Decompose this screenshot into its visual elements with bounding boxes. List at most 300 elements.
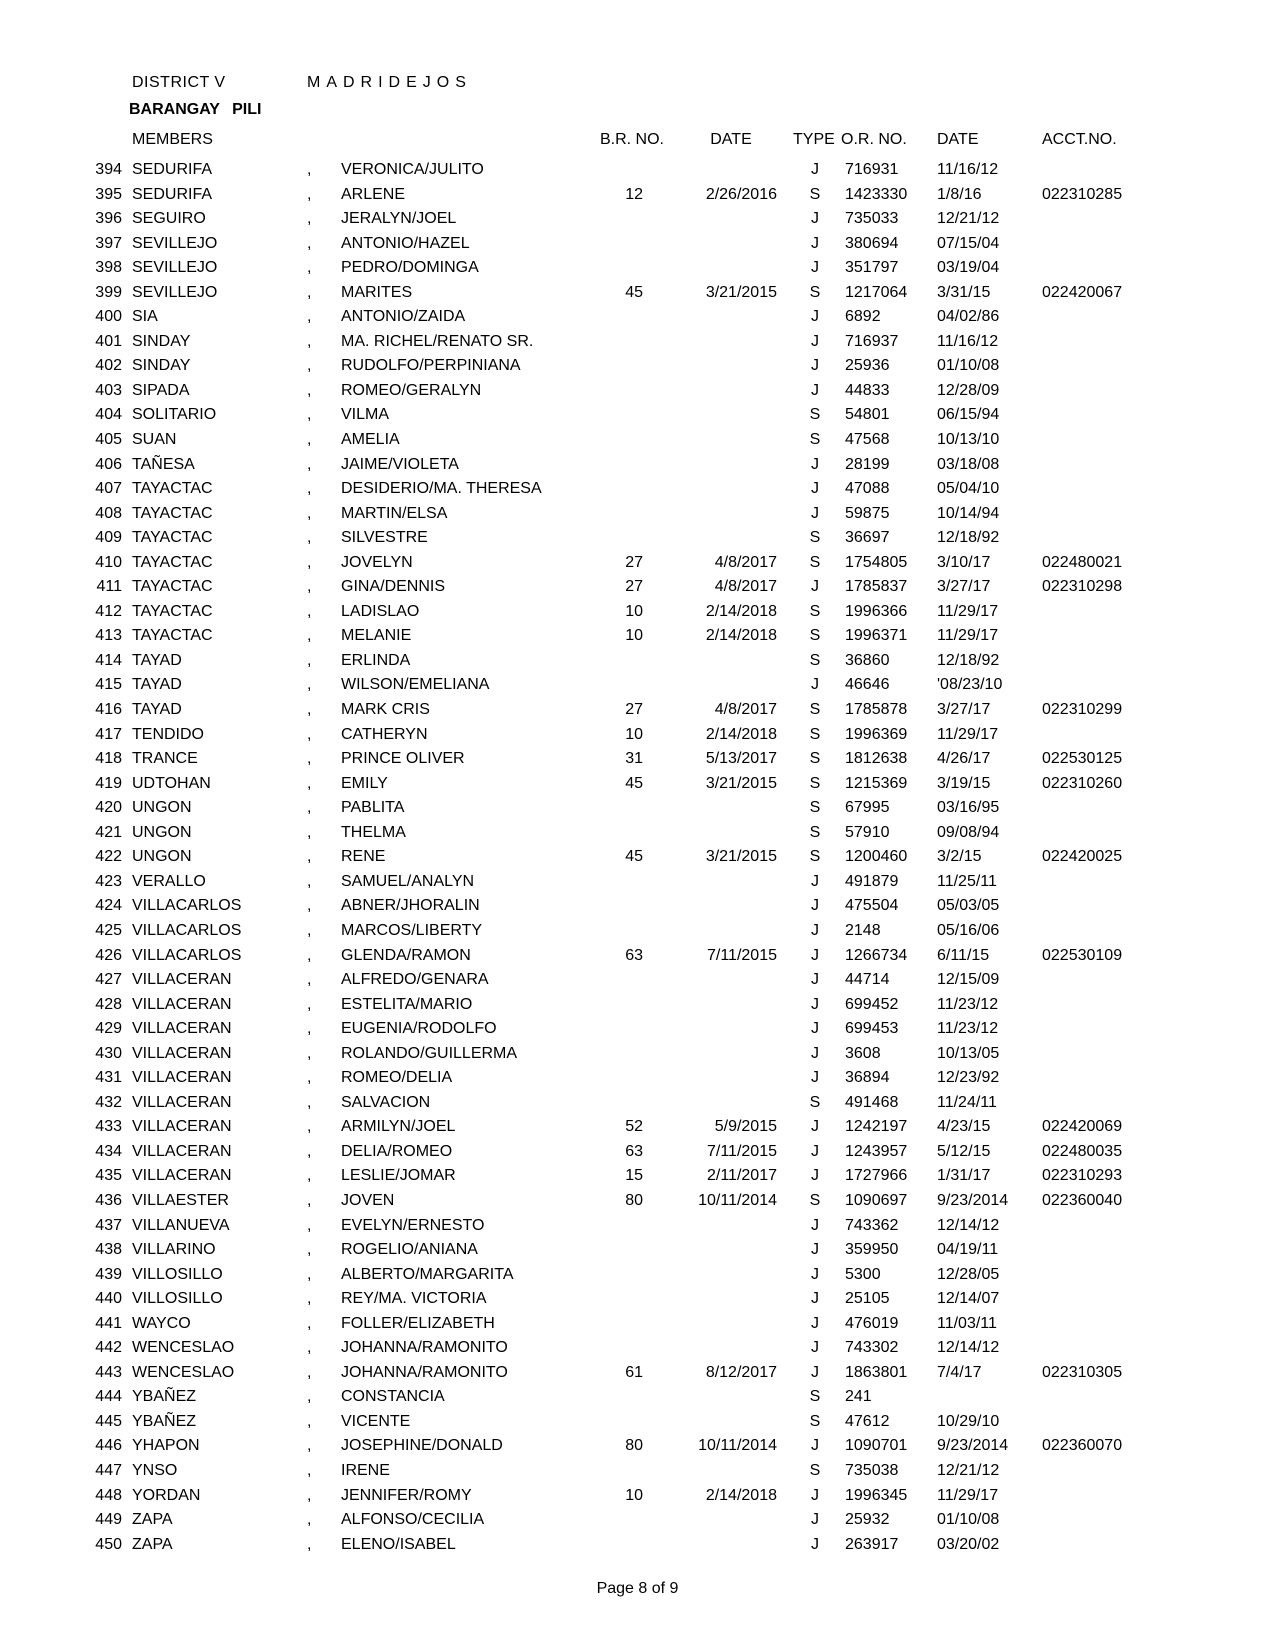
member-given-names: PEDRO/DOMINGA (341, 259, 479, 277)
table-row (0, 993, 1275, 1018)
member-or-no: 476019 (845, 1314, 899, 1332)
table-row (0, 870, 1275, 895)
member-comma: , (307, 578, 312, 596)
member-surname: VILLACERAN (132, 1069, 232, 1087)
member-type: J (811, 578, 819, 596)
member-comma: , (307, 406, 312, 424)
member-type: J (811, 1535, 819, 1553)
member-surname: UDTOHAN (132, 774, 211, 792)
member-given-names: SAMUEL/ANALYN (341, 872, 475, 890)
member-surname: SINDAY (132, 332, 191, 350)
member-given-names: ERLINDA (341, 651, 411, 669)
table-row (0, 281, 1275, 306)
member-or-no: 25932 (845, 1511, 890, 1529)
member-no: 442 (95, 1339, 122, 1357)
member-given-names: SALVACION (341, 1093, 431, 1111)
member-surname: SINDAY (132, 357, 191, 375)
member-no: 450 (95, 1535, 122, 1553)
member-no: 405 (95, 431, 122, 449)
member-given-names: VILMA (341, 406, 390, 424)
table-row (0, 624, 1275, 649)
member-surname: UNGON (132, 799, 192, 817)
member-or-date: 3/27/17 (937, 578, 991, 596)
member-or-no: 1090701 (845, 1437, 908, 1455)
member-surname: ZAPA (132, 1535, 173, 1553)
member-or-date: 11/29/17 (937, 602, 999, 620)
member-or-date: 12/18/92 (937, 529, 1000, 547)
member-type: S (809, 602, 821, 620)
member-or-date: 06/15/94 (937, 406, 1000, 424)
member-given-names: MA. RICHEL/RENATO SR. (341, 332, 534, 350)
member-comma: , (307, 995, 312, 1013)
member-type: J (811, 1486, 819, 1504)
member-surname: SUAN (132, 431, 177, 449)
table-row (0, 649, 1275, 674)
member-or-no: 44833 (845, 381, 890, 399)
member-or-no: 5300 (845, 1265, 881, 1283)
member-comma: , (307, 872, 312, 890)
member-or-no: 1996371 (845, 627, 908, 645)
member-surname: VILLACERAN (132, 971, 232, 989)
member-comma: , (307, 897, 312, 915)
member-surname: SEVILLEJO (132, 283, 218, 301)
table-row (0, 1361, 1275, 1386)
member-comma: , (307, 455, 312, 473)
table-row (0, 1189, 1275, 1214)
table-row (0, 1312, 1275, 1337)
member-or-no: 36697 (845, 529, 890, 547)
member-or-date: 9/23/2014 (937, 1191, 1009, 1209)
member-given-names: CONSTANCIA (341, 1388, 445, 1406)
member-or-date: 11/29/17 (937, 627, 999, 645)
member-br-date: 10/11/2014 (698, 1191, 777, 1209)
member-br-no: 27 (625, 553, 643, 571)
member-comma: , (307, 1044, 312, 1062)
member-or-date: 4/23/15 (937, 1118, 991, 1136)
table-row (0, 379, 1275, 404)
member-given-names: JENNIFER/ROMY (341, 1486, 472, 1504)
table-row (0, 894, 1275, 919)
member-type: S (809, 431, 821, 449)
member-surname: SEGUIRO (132, 210, 206, 228)
member-br-no: 45 (625, 848, 643, 866)
member-surname: SIA (132, 308, 158, 326)
member-given-names: JERALYN/JOEL (341, 210, 457, 228)
member-br-date: 7/11/2015 (707, 1142, 777, 1160)
member-no: 397 (95, 234, 122, 252)
member-or-date: 10/29/10 (937, 1412, 1000, 1430)
member-type: J (811, 1044, 819, 1062)
member-or-no: 380694 (845, 234, 899, 252)
member-given-names: DESIDERIO/MA. THERESA (341, 480, 542, 498)
member-no: 435 (95, 1167, 122, 1185)
member-type: J (811, 1363, 819, 1381)
page-number: Page 8 of 9 (596, 1580, 679, 1597)
member-given-names: VERONICA/JULITO (341, 161, 484, 178)
member-or-date: 1/8/16 (937, 185, 982, 203)
member-given-names: REY/MA. VICTORIA (341, 1290, 487, 1308)
table-row (0, 1459, 1275, 1484)
member-type: S (809, 529, 821, 547)
member-or-date: 3/10/17 (937, 553, 991, 571)
member-or-date: 12/28/05 (937, 1265, 1000, 1283)
member-or-date: 07/15/04 (937, 234, 1000, 252)
member-comma: , (307, 381, 312, 399)
member-no: 443 (95, 1363, 122, 1381)
member-surname: TENDIDO (132, 725, 204, 743)
member-type: S (809, 848, 821, 866)
member-comma: , (307, 161, 312, 178)
member-given-names: ELENO/ISABEL (341, 1535, 456, 1553)
member-or-no: 1215369 (845, 774, 908, 792)
member-no: 431 (95, 1069, 122, 1087)
member-or-date: '08/23/10 (937, 676, 1003, 694)
member-given-names: LESLIE/JOMAR (341, 1167, 456, 1185)
member-type: S (809, 1461, 821, 1479)
member-given-names: VICENTE (341, 1412, 411, 1430)
member-or-date: 04/19/11 (937, 1241, 999, 1259)
member-br-date: 7/11/2015 (707, 946, 777, 964)
member-comma: , (307, 1118, 312, 1136)
member-no: 422 (95, 848, 122, 866)
table-row (0, 158, 1275, 183)
member-or-no: 57910 (845, 823, 890, 841)
table-row (0, 821, 1275, 846)
member-no: 433 (95, 1118, 122, 1136)
member-br-no: 10 (625, 627, 643, 645)
member-or-no: 46646 (845, 676, 890, 694)
table-row (0, 723, 1275, 748)
member-or-date: 03/18/08 (937, 455, 1000, 473)
member-or-date: 12/23/92 (937, 1069, 1000, 1087)
member-or-date: 11/29/17 (937, 725, 999, 743)
member-comma: , (307, 921, 312, 939)
member-type: J (811, 234, 819, 252)
member-type: J (811, 1069, 819, 1087)
member-or-no: 54801 (845, 406, 890, 424)
member-no: 421 (95, 823, 122, 841)
member-br-date: 5/9/2015 (714, 1118, 777, 1136)
member-comma: , (307, 210, 312, 228)
member-comma: , (307, 1486, 312, 1504)
member-surname: VILLOSILLO (132, 1265, 223, 1283)
member-type: S (809, 750, 821, 768)
member-br-date: 2/11/2017 (707, 1167, 777, 1185)
member-br-no: 12 (625, 185, 643, 203)
member-given-names: EVELYN/ERNESTO (341, 1216, 485, 1234)
table-row (0, 330, 1275, 355)
member-or-date: 3/19/15 (937, 774, 991, 792)
member-type: S (809, 725, 821, 743)
member-br-no: 27 (625, 701, 643, 719)
member-given-names: GLENDA/RAMON (341, 946, 471, 964)
member-comma: , (307, 1339, 312, 1357)
member-surname: TAYACTAC (132, 504, 213, 522)
member-given-names: ARLENE (341, 185, 406, 203)
member-given-names: ALFONSO/CECILIA (341, 1511, 485, 1529)
member-comma: , (307, 1191, 312, 1209)
member-given-names: CATHERYN (341, 725, 428, 743)
member-given-names: ALFREDO/GENARA (341, 971, 489, 989)
member-or-no: 3608 (845, 1044, 881, 1062)
member-type: S (809, 283, 821, 301)
table-row (0, 1410, 1275, 1435)
member-type: S (809, 406, 821, 424)
member-type: S (809, 553, 821, 571)
member-comma: , (307, 504, 312, 522)
member-or-no: 28199 (845, 455, 890, 473)
member-acct-no: 022530109 (1042, 946, 1123, 964)
member-comma: , (307, 1363, 312, 1381)
member-or-date: 12/14/12 (937, 1216, 1000, 1234)
table-row (0, 772, 1275, 797)
member-comma: , (307, 1290, 312, 1308)
member-or-date: 3/31/15 (937, 283, 991, 301)
member-given-names: MARITES (341, 283, 413, 301)
member-comma: , (307, 1216, 312, 1234)
member-comma: , (307, 971, 312, 989)
member-surname: YBAÑEZ (132, 1412, 197, 1430)
member-br-date: 2/14/2018 (705, 627, 777, 645)
member-surname: VILLACERAN (132, 1118, 232, 1136)
member-type: J (811, 161, 819, 178)
barangay-title: BARANGAY PILI (129, 101, 262, 118)
member-br-date: 2/14/2018 (705, 602, 777, 620)
member-no: 424 (95, 897, 122, 915)
member-no: 420 (95, 799, 122, 817)
member-acct-no: 022420025 (1042, 848, 1123, 866)
member-or-date: 10/13/05 (937, 1044, 1000, 1062)
member-acct-no: 022420069 (1042, 1118, 1123, 1136)
member-given-names: ROGELIO/ANIANA (341, 1241, 478, 1259)
member-no: 402 (95, 357, 122, 375)
member-comma: , (307, 651, 312, 669)
member-comma: , (307, 1020, 312, 1038)
table-row (0, 1115, 1275, 1140)
member-or-date: 11/16/12 (937, 332, 999, 350)
member-no: 429 (95, 1020, 122, 1038)
table-row (0, 1508, 1275, 1533)
member-no: 407 (95, 480, 122, 498)
member-surname: SEVILLEJO (132, 259, 218, 277)
member-comma: , (307, 799, 312, 817)
member-surname: SEDURIFA (132, 185, 213, 203)
member-br-no: 45 (625, 774, 643, 792)
member-given-names: LADISLAO (341, 602, 420, 620)
member-no: 409 (95, 529, 122, 547)
table-row (0, 207, 1275, 232)
member-or-date: 7/4/17 (937, 1363, 982, 1381)
member-comma: , (307, 676, 312, 694)
table-row (0, 1017, 1275, 1042)
member-or-no: 1266734 (845, 946, 908, 964)
member-given-names: ALBERTO/MARGARITA (341, 1265, 514, 1283)
member-br-no: 45 (625, 283, 643, 301)
member-or-date: 03/16/95 (937, 799, 1000, 817)
member-or-date: 05/03/05 (937, 897, 1000, 915)
member-no: 396 (95, 210, 122, 228)
member-no: 434 (95, 1142, 122, 1160)
member-br-no: 10 (625, 602, 643, 620)
member-or-date: 6/11/15 (937, 946, 990, 964)
member-acct-no: 022310298 (1042, 578, 1123, 596)
member-acct-no: 022360040 (1042, 1191, 1123, 1209)
member-or-no: 735033 (845, 210, 899, 228)
table-row (0, 526, 1275, 551)
table-row (0, 1091, 1275, 1116)
member-or-no: 1727966 (845, 1167, 908, 1185)
member-surname: VILLACARLOS (132, 897, 242, 915)
member-comma: , (307, 234, 312, 252)
member-or-no: 6892 (845, 308, 881, 326)
member-surname: YBAÑEZ (132, 1388, 197, 1406)
table-row (0, 747, 1275, 772)
member-comma: , (307, 1142, 312, 1160)
member-given-names: EUGENIA/RODOLFO (341, 1020, 497, 1038)
member-type: J (811, 676, 819, 694)
member-no: 430 (95, 1044, 122, 1062)
member-acct-no: 022310305 (1042, 1363, 1123, 1381)
member-no: 436 (95, 1191, 122, 1209)
member-or-date: 09/08/94 (937, 823, 1000, 841)
member-surname: TAYACTAC (132, 627, 213, 645)
table-row (0, 1238, 1275, 1263)
member-comma: , (307, 725, 312, 743)
member-given-names: THELMA (341, 823, 406, 841)
member-no: 426 (95, 946, 122, 964)
member-surname: VILLARINO (132, 1241, 216, 1259)
table-row (0, 796, 1275, 821)
member-comma: , (307, 823, 312, 841)
member-acct-no: 022480035 (1042, 1142, 1123, 1160)
member-given-names: JOVELYN (341, 553, 413, 571)
table-row (0, 256, 1275, 281)
member-given-names: ESTELITA/MARIO (341, 995, 473, 1013)
member-surname: YORDAN (132, 1486, 201, 1504)
member-br-date: 5/13/2017 (705, 750, 777, 768)
table-row (0, 1263, 1275, 1288)
member-type: J (811, 1241, 819, 1259)
member-comma: , (307, 750, 312, 768)
member-br-date: 3/21/2015 (705, 848, 777, 866)
member-comma: , (307, 1461, 312, 1479)
member-surname: VILLACERAN (132, 1044, 232, 1062)
member-comma: , (307, 1412, 312, 1430)
member-comma: , (307, 1535, 312, 1553)
member-acct-no: 022420067 (1042, 283, 1123, 301)
member-comma: , (307, 529, 312, 547)
member-given-names: WILSON/EMELIANA (341, 676, 490, 694)
member-given-names: ROLANDO/GUILLERMA (341, 1044, 518, 1062)
table-row (0, 1484, 1275, 1509)
member-comma: , (307, 1388, 312, 1406)
member-type: J (811, 1314, 819, 1332)
member-or-date: 11/29/17 (937, 1486, 999, 1504)
member-or-date: 01/10/08 (937, 357, 1000, 375)
member-type: J (811, 259, 819, 277)
member-comma: , (307, 701, 312, 719)
member-surname: VERALLO (132, 872, 206, 890)
municipality-name: MADRIDEJOS (307, 74, 472, 91)
member-br-no: 15 (625, 1167, 643, 1185)
member-no: 410 (95, 553, 122, 571)
table-row (0, 1042, 1275, 1067)
member-br-date: 8/12/2017 (705, 1363, 777, 1381)
member-or-no: 716937 (845, 332, 899, 350)
member-type: J (811, 946, 819, 964)
member-type: S (809, 1191, 821, 1209)
member-type: J (811, 1290, 819, 1308)
member-surname: VILLAESTER (132, 1191, 229, 1209)
table-row (0, 1336, 1275, 1361)
member-or-date: 11/16/12 (937, 161, 999, 178)
column-header-members: MEMBERS (132, 131, 213, 148)
member-no: 398 (95, 259, 122, 277)
member-or-date: 10/14/94 (937, 504, 1000, 522)
member-type: J (811, 210, 819, 228)
member-type: J (811, 308, 819, 326)
member-no: 416 (95, 701, 122, 719)
member-surname: SEDURIFA (132, 161, 213, 178)
member-surname: VILLACERAN (132, 995, 232, 1013)
member-no: 437 (95, 1216, 122, 1234)
member-given-names: ROMEO/GERALYN (341, 381, 482, 399)
table-row (0, 1385, 1275, 1410)
member-or-no: 2148 (845, 921, 881, 939)
member-given-names: DELIA/ROMEO (341, 1142, 453, 1160)
member-comma: , (307, 480, 312, 498)
member-or-date: 11/03/11 (937, 1314, 997, 1332)
member-no: 439 (95, 1265, 122, 1283)
member-or-no: 699453 (845, 1020, 899, 1038)
member-comma: , (307, 1167, 312, 1185)
member-or-date: 03/19/04 (937, 259, 1000, 277)
table-row (0, 1164, 1275, 1189)
table-row (0, 477, 1275, 502)
table-row (0, 551, 1275, 576)
member-br-date: 2/14/2018 (705, 1486, 777, 1504)
member-no: 403 (95, 381, 122, 399)
member-or-no: 351797 (845, 259, 899, 277)
member-br-no: 80 (625, 1437, 643, 1455)
member-or-no: 735038 (845, 1461, 899, 1479)
member-given-names: PABLITA (341, 799, 405, 817)
member-comma: , (307, 185, 312, 203)
member-given-names: ARMILYN/JOEL (341, 1118, 456, 1136)
table-row (0, 183, 1275, 208)
member-surname: VILLACERAN (132, 1093, 232, 1111)
member-given-names: ROMEO/DELIA (341, 1069, 453, 1087)
member-or-date: 05/16/06 (937, 921, 1000, 939)
member-type: S (809, 1093, 821, 1111)
member-comma: , (307, 308, 312, 326)
member-surname: UNGON (132, 823, 192, 841)
member-type: S (809, 823, 821, 841)
member-comma: , (307, 848, 312, 866)
member-acct-no: 022530125 (1042, 750, 1123, 768)
member-comma: , (307, 1437, 312, 1455)
member-no: 423 (95, 872, 122, 890)
member-or-no: 491879 (845, 872, 899, 890)
member-given-names: MARCOS/LIBERTY (341, 921, 483, 939)
member-or-no: 1200460 (845, 848, 908, 866)
member-or-date: 10/13/10 (937, 431, 1000, 449)
member-br-date: 4/8/2017 (714, 578, 777, 596)
member-type: S (809, 799, 821, 817)
member-surname: SIPADA (132, 381, 190, 399)
members-table (0, 158, 1275, 1557)
member-surname: VILLANUEVA (132, 1216, 230, 1234)
